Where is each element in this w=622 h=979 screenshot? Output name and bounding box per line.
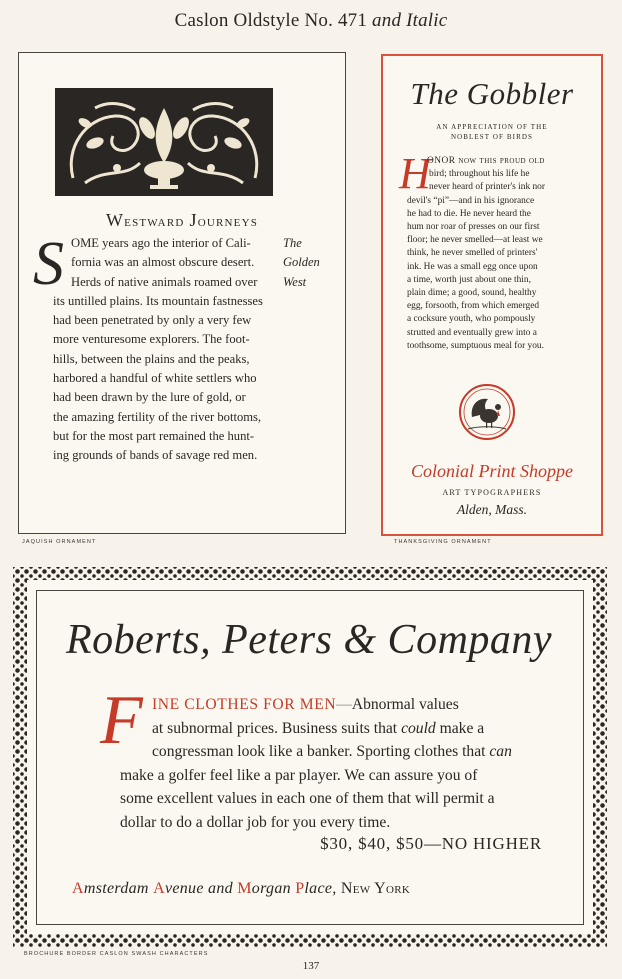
turkey-ornament-icon [458, 383, 516, 441]
roberts-line: dollar to do a dollar job for you every time. [120, 813, 391, 831]
address-text: organ [251, 880, 296, 897]
gobbler-line: think, he never smelled of printers' [407, 248, 538, 259]
heading-initial-w: W [105, 210, 125, 230]
heading-initial-j: J [189, 210, 198, 230]
subtitle-line: NOBLEST OF BIRDS [450, 133, 534, 141]
side-note-line: The [283, 236, 302, 250]
roberts-line: make a golfer feel like a par player. We can assure you of [120, 766, 478, 784]
westward-line: fornia was an almost obscure desert. [71, 255, 255, 270]
westward-side-note [283, 234, 339, 292]
heading-word-2: ourneys [197, 214, 259, 230]
art-typographers-label: ART TYPOGRAPHERS [442, 488, 542, 497]
roberts-text: congressman look like a banker. Sporting clothes that [152, 743, 486, 760]
address-text: lace, [304, 880, 337, 897]
side-note-line: West [283, 274, 307, 289]
westward-specimen-panel [18, 52, 346, 534]
side-note-line: Golden [283, 255, 320, 270]
page-title [0, 10, 622, 32]
address-text: venue and [164, 880, 238, 897]
roberts-text: at subnormal prices. Business suits that [152, 719, 398, 737]
gobbler-line: never heard of printer's ink nor [429, 182, 545, 193]
gobbler-line: plain dime; a good, sound, healthy [407, 288, 537, 299]
roberts-dash: — [336, 696, 352, 713]
gobbler-title: The Gobbler [410, 76, 574, 111]
roberts-body [120, 693, 560, 834]
westward-line: had been drawn by the lure of gold, or [53, 390, 246, 405]
alden-mass-location: Alden, Mass. [456, 502, 528, 517]
roberts-prices: $30, $40, $50—NO HIGHER [320, 834, 542, 853]
westward-line: but for the most part remained the hunt- [53, 428, 255, 443]
gobbler-line: toothsome, sumptuous meal for you. [407, 340, 544, 351]
westward-line: ing grounds of bands of savage red men. [53, 448, 258, 463]
roberts-text: make a [439, 719, 485, 737]
roberts-line [120, 693, 560, 717]
address-initial: A [153, 880, 165, 897]
westward-line: more venturesome explorers. The foot- [53, 332, 250, 347]
gobbler-line: devil's “pi”—and in his ignorance [407, 195, 535, 206]
roberts-line1-rest: Abnormal values [351, 696, 459, 713]
westward-line: hills, between the plains and the peaks, [53, 351, 250, 366]
caption-brochure-border: BROCHURE BORDER CASLON SWASH CHARACTERS [24, 951, 209, 957]
westward-line: the amazing fertility of the river bottoms, [53, 409, 262, 424]
gobbler-line: he had to die. He never heard the [407, 208, 531, 219]
caption-thanksgiving-ornament: THANKSGIVING ORNAMENT [394, 539, 492, 545]
roberts-italic-word: can [489, 743, 512, 760]
westward-line: had been penetrated by only a very few [53, 313, 252, 328]
gobbler-line: egg, forsooth, from which emerged [407, 301, 540, 312]
westward-body [53, 234, 277, 466]
address-text: msterdam [83, 880, 154, 897]
title-italic: and Italic [372, 10, 448, 31]
gobbler-subtitle [383, 122, 601, 142]
roberts-line [120, 740, 560, 764]
address-initial: A [72, 880, 84, 897]
roberts-lead: INE CLOTHES FOR MEN [152, 696, 337, 713]
address-city: New York [340, 880, 411, 897]
westward-line: harbored a handful of white settlers who [53, 371, 257, 386]
subtitle-line: AN APPRECIATION OF THE [436, 123, 548, 131]
gobbler-line: bird; throughout his life he [429, 169, 530, 180]
gobbler-line: hum nor roar of presses on our first [407, 222, 540, 233]
roberts-line [120, 717, 560, 741]
address-initial: M [237, 880, 252, 897]
westward-line: Herds of native animals roamed over [71, 274, 258, 289]
page-number: 137 [302, 960, 320, 972]
roberts-italic-word: could [401, 719, 436, 737]
gobbler-line: strutted and eventually grew into a [407, 327, 537, 338]
westward-line: its untilled plains. Its mountain fastnesses [53, 293, 263, 308]
colonial-print-shoppe-name: Colonial Print Shoppe [411, 461, 573, 481]
gobbler-line: ONOR now this proud old [427, 156, 545, 166]
jaquish-ornament-image [55, 88, 273, 196]
gobbler-dropcap: H [399, 149, 431, 198]
roberts-title: Roberts, Peters & Company [65, 617, 553, 663]
gobbler-line: ink. He was a small egg once upon [407, 261, 538, 272]
roberts-address [72, 880, 410, 898]
heading-word-1: estward [124, 214, 185, 230]
westward-heading [19, 210, 345, 231]
gobbler-line: a cocksure youth, who pompously [407, 314, 536, 325]
gobbler-line: floor; he never smelled—at least we [407, 235, 543, 246]
roberts-line: some excellent values in each one of them that will permit a [120, 790, 495, 807]
westward-line: OME years ago the interior of Cali- [71, 236, 251, 250]
gobbler-specimen-panel [381, 54, 603, 536]
westward-dropcap: S [33, 230, 64, 298]
gobbler-body [407, 155, 595, 353]
caption-jaquish-ornament: JAQUISH ORNAMENT [22, 539, 97, 545]
title-roman: Caslon Oldstyle No. 471 [174, 10, 368, 31]
roberts-dropcap: F [100, 682, 143, 759]
address-initial: P [295, 880, 305, 897]
gobbler-line: a time, worth just about one thin, [407, 274, 531, 285]
